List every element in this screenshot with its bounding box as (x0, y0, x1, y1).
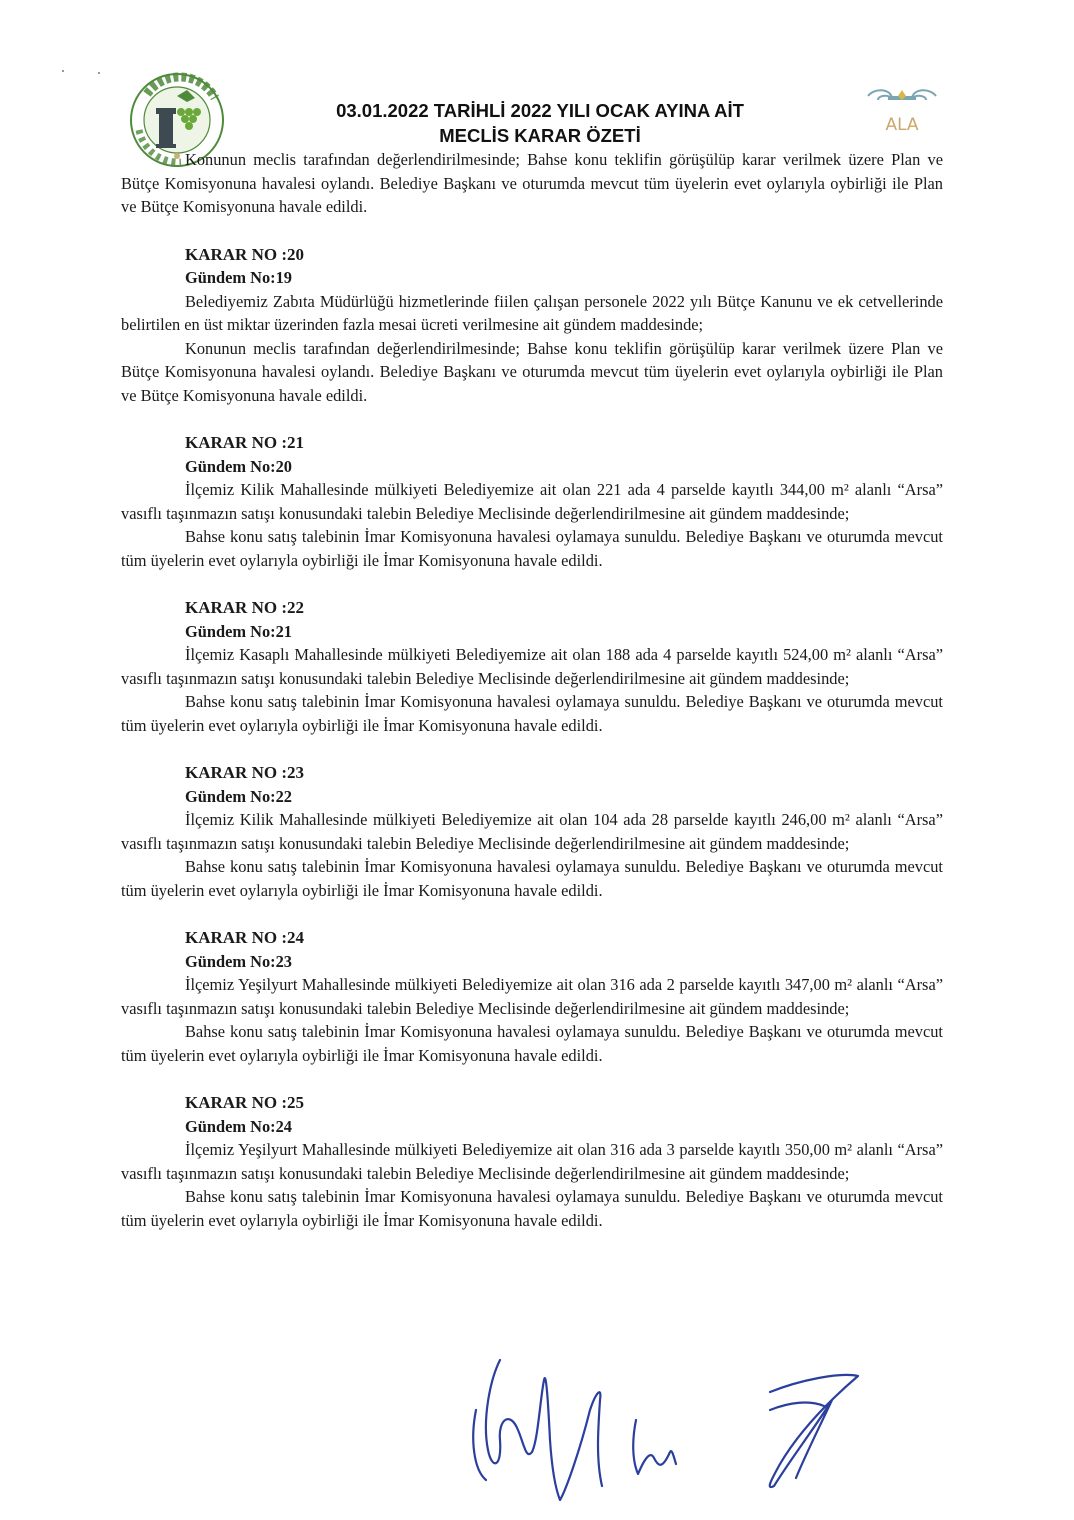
decision-block (121, 1091, 943, 1232)
document-body (121, 148, 943, 1232)
decision-result: Konunun meclis tarafından değerlendirilmesinde; Bahse konu teklifin görüşülüp karar verilmek üzere Plan ve Bütçe Komisyonuna havalesi oylandı. Belediye Başkanı ve oturumda mevcut tüm üyelerin evet oylarıyla oybirliği ile Plan ve Bütçe Komisyonuna havale edildi. (121, 338, 943, 405)
decision-subject: İlçemiz Yeşilyurt Mahallesinde mülkiyeti Belediyemize ait olan 316 ada 2 parselde kayıtlı 347,00 m² alanlı “Arsa” vasıflı taşınmazın satışı konusundaki talebin Belediye Meclisinde değerlendirilmesine ait gündem maddesinde; (121, 975, 943, 1018)
decision-subject: İlçemiz Kasaplı Mahallesinde mülkiyeti Belediyemize ait olan 188 ada 4 parselde kayıtlı 524,00 m² alanlı “Arsa” vasıflı taşınmazın satışı konusundaki talebin Belediye Meclisinde değerlendirilmesine ait gündem maddesinde; (121, 645, 943, 688)
decision-result: Bahse konu satış talebinin İmar Komisyonuna havalesi oylamaya sunuldu. Belediye Başkanı ve oturumda mevcut tüm üyelerin evet oylarıyla oybirliği ile İmar Komisyonuna havale edildi. (121, 857, 943, 900)
karar-no: KARAR NO :24 (185, 928, 304, 947)
decision-subject: İlçemiz Kilik Mahallesinde mülkiyeti Belediyemize ait olan 221 ada 4 parselde kayıtlı 344,00 m² alanlı “Arsa” vasıflı taşınmazın satışı konusundaki talebin Belediye Meclisinde değerlendirilmesine ait gündem maddesinde; (121, 480, 943, 523)
decision-result: Bahse konu satış talebinin İmar Komisyonuna havalesi oylamaya sunuldu. Belediye Başkanı ve oturumda mevcut tüm üyelerin evet oylarıyla oybirliği ile İmar Komisyonuna havale edildi. (121, 1022, 943, 1065)
gundem-no: Gündem No:24 (185, 1116, 293, 1136)
scan-speck (62, 70, 64, 72)
decision-block (121, 761, 943, 902)
decision-block (121, 243, 943, 408)
signature-2 (633, 1420, 676, 1474)
title-line-2: MECLİS KARAR ÖZETİ (439, 125, 641, 146)
gundem-no: Gündem No:20 (185, 456, 293, 476)
karar-no: KARAR NO :21 (185, 433, 304, 452)
ala-logo (860, 86, 944, 142)
gundem-no: Gündem No:19 (185, 268, 293, 287)
gundem-no: Gündem No:22 (185, 786, 293, 806)
page-title (260, 98, 820, 148)
decision-block (121, 431, 943, 572)
intro-paragraph: Konunun meclis tarafından değerlendirilmesinde; Bahse konu teklifin görüşülüp karar verilmek üzere Plan ve Bütçe Komisyonuna havalesi oylandı. Belediye Başkanı ve oturumda mevcut tüm üyelerin evet oylarıyla oybirliği ile Plan ve Bütçe Komisyonuna havale edildi. (121, 150, 943, 216)
karar-no: KARAR NO :22 (185, 598, 304, 617)
scan-speck (98, 72, 100, 74)
decision-subject: İlçemiz Yeşilyurt Mahallesinde mülkiyeti Belediyemize ait olan 316 ada 3 parselde kayıtlı 350,00 m² alanlı “Arsa” vasıflı taşınmazın satışı konusundaki talebin Belediye Meclisinde değerlendirilmesine ait gündem maddesinde; (121, 1140, 943, 1183)
gundem-no: Gündem No:21 (185, 621, 293, 641)
decision-subject: İlçemiz Kilik Mahallesinde mülkiyeti Belediyemize ait olan 104 ada 28 parselde kayıtlı 246,00 m² alanlı “Arsa” vasıflı taşınmazın satışı konusundaki talebin Belediye Meclisinde değerlendirilmesine ait gündem maddesinde; (121, 810, 943, 853)
title-line-1: 03.01.2022 TARİHLİ 2022 YILI OCAK AYINA AİT (336, 100, 744, 121)
ala-logo-text: ALA (885, 115, 919, 135)
signature-1 (486, 1360, 602, 1500)
signature-3-loop (770, 1403, 824, 1410)
karar-no: KARAR NO :23 (185, 763, 304, 782)
decision-result: Bahse konu satış talebinin İmar Komisyonuna havalesi oylamaya sunuldu. Belediye Başkanı ve oturumda mevcut tüm üyelerin evet oylarıyla oybirliği ile İmar Komisyonuna havale edildi. (121, 1187, 943, 1230)
decision-block (121, 596, 943, 737)
karar-no: KARAR NO :25 (185, 1093, 304, 1112)
signature-3 (770, 1375, 858, 1487)
decision-block (121, 926, 943, 1067)
gundem-no: Gündem No:23 (185, 951, 293, 971)
decision-result: Bahse konu satış talebinin İmar Komisyonuna havalesi oylamaya sunuldu. Belediye Başkanı ve oturumda mevcut tüm üyelerin evet oylarıyla oybirliği ile İmar Komisyonuna havale edildi. (121, 692, 943, 735)
decision-result: Bahse konu satış talebinin İmar Komisyonuna havalesi oylamaya sunuldu. Belediye Başkanı ve oturumda mevcut tüm üyelerin evet oylarıyla oybirliği ile İmar Komisyonuna havale edildi. (121, 527, 943, 570)
decision-subject: Belediyemiz Zabıta Müdürlüğü hizmetlerinde fiilen çalışan personele 2022 yılı Bütçe Kanunu ve ek cetvellerinde belirtilen en üst miktar üzerinden fazla mesai ücreti verilmesine ait gündem maddesinde; (121, 291, 943, 334)
signature-1-stroke (473, 1410, 486, 1480)
signatures (440, 1340, 880, 1510)
karar-no: KARAR NO :20 (185, 244, 304, 264)
